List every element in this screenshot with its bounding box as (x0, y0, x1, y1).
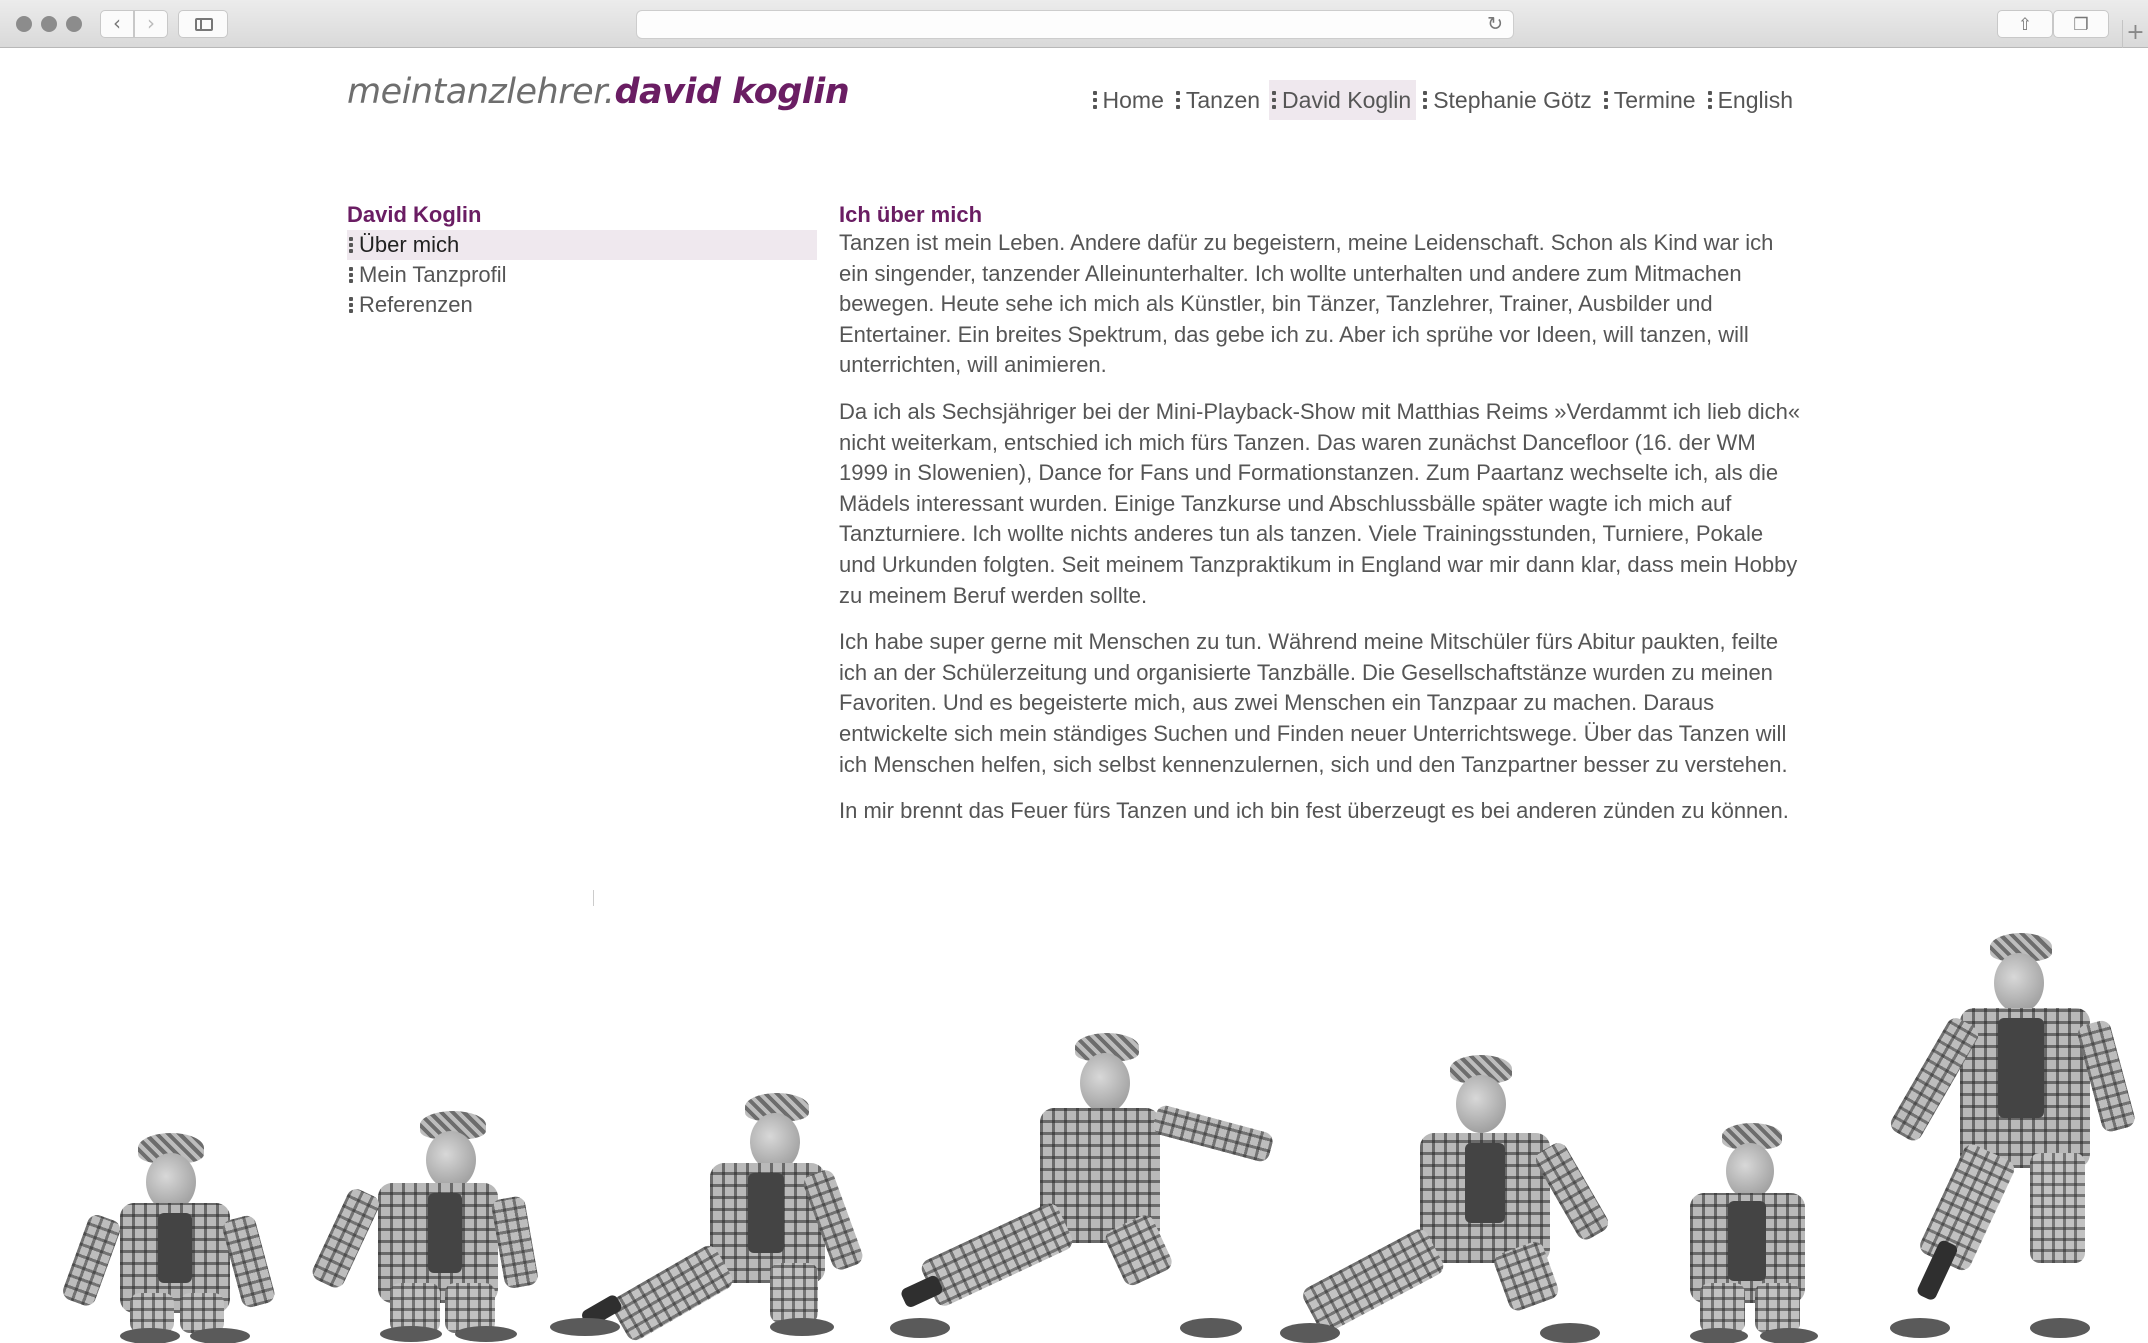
dots-icon (349, 237, 353, 253)
zoom-window-button[interactable] (66, 16, 82, 32)
nav-item-english[interactable] (1705, 80, 1798, 120)
content-paragraph: Tanzen ist mein Leben. Andere dafür zu begeistern, meine Leidenschaft. Schon als Kind war ich ein singender, tanzender Alleinunterhalter. Ich wollte unterhalten und andere zum Mitmachen bewegen. Heute sehe ich mich als Künstler, bin Tänzer, Tanzlehrer, Trainer, Ausbilder und Entertainer. Ein breites Spektrum, das gebe ich zu. Aber ich sprühe vor Ideen, will tanzen, will unterrichten, will animieren. (839, 230, 1774, 378)
dots-icon (1272, 91, 1276, 109)
dancer-figure (1660, 1013, 1830, 1343)
nav-item-termine[interactable] (1601, 80, 1701, 120)
dancer-figure (890, 963, 1250, 1343)
share-icon: ⇧ (2017, 15, 2033, 35)
subnav-heading: David Koglin (347, 202, 482, 227)
dots-icon (349, 297, 353, 313)
new-tab-button[interactable] (2122, 20, 2148, 48)
nav-item-label: Termine (1613, 86, 1696, 113)
subnav-item-label: Mein Tanzprofil (359, 262, 507, 287)
address-bar[interactable] (636, 10, 1514, 39)
nav-item-stephanie-goetz[interactable] (1420, 80, 1597, 120)
main-navigation (1090, 80, 1798, 120)
dancer-photo-strip (0, 900, 2148, 1343)
subnav-item-label: Referenzen (359, 292, 473, 317)
dots-icon (1604, 91, 1608, 109)
content-heading: Ich über mich (839, 202, 983, 227)
sidebar-toggle-button[interactable] (178, 10, 228, 38)
show-tabs-button[interactable] (2053, 10, 2109, 38)
dots-icon (349, 267, 353, 283)
logo-text-name: david koglin (614, 72, 850, 112)
plus-icon: + (2126, 20, 2145, 45)
subnav-item-label: Über mich (359, 232, 460, 257)
logo-text-primary: meintanzlehrer. (347, 72, 615, 112)
subnav-item-referenzen[interactable] (347, 290, 817, 320)
dots-icon (1093, 91, 1097, 109)
dancer-figure (80, 1003, 270, 1343)
forward-button[interactable] (134, 10, 168, 38)
dancer-figure (1880, 913, 2120, 1343)
nav-item-label: Tanzen (1185, 86, 1261, 113)
nav-item-home[interactable] (1090, 80, 1169, 120)
dancer-figure (330, 993, 530, 1343)
dots-icon (1708, 91, 1712, 109)
content-paragraph: Ich habe super gerne mit Menschen zu tun. Während meine Mitschüler fürs Abitur paukten, feilte ich an der Schülerzeitung und organisierte Tanzbälle. Die Gesellschaftstänze wurden zu meinen Favoriten. Und es begeisterte mich, aus zwei Menschen ein Tanzpaar zu machen. Daraus entwickelte sich mein ständiges Suchen und Finden neuer Unterrichtswege. Über das Tanzen will ich Menschen helfen, sich selbst kennenzulernen, sich und den Tanzpartner besser zu verstehen. (839, 629, 1788, 777)
nav-item-label: David Koglin (1282, 86, 1412, 113)
share-button[interactable] (1997, 10, 2053, 38)
minimize-window-button[interactable] (41, 16, 57, 32)
dancer-figure (1270, 983, 1600, 1343)
nav-item-label: English (1717, 86, 1793, 113)
nav-item-tanzen[interactable] (1173, 80, 1265, 120)
browser-toolbar (0, 0, 2148, 48)
dots-icon (1176, 91, 1180, 109)
subnav-item-ueber-mich[interactable] (347, 230, 817, 260)
sidebar-icon (195, 18, 213, 31)
tabs-icon: ❐ (2073, 15, 2089, 35)
content-paragraph: In mir brennt das Feuer fürs Tanzen und ich bin fest überzeugt es bei anderen zünden zu können. (839, 798, 1789, 824)
chevron-right-icon: › (147, 11, 155, 35)
nav-item-david-koglin[interactable] (1269, 80, 1416, 120)
sub-navigation (347, 230, 817, 320)
close-window-button[interactable] (16, 16, 32, 32)
back-button[interactable] (100, 10, 134, 38)
site-logo[interactable] (347, 72, 849, 112)
reload-icon[interactable]: ↻ (1487, 13, 1503, 35)
dots-icon (1423, 91, 1427, 109)
subnav-item-tanzprofil[interactable] (347, 260, 817, 290)
main-content (839, 202, 1804, 843)
chevron-left-icon: ‹ (113, 11, 121, 35)
dancer-figure (550, 983, 860, 1343)
nav-item-label: Stephanie Götz (1433, 86, 1592, 113)
nav-item-label: Home (1102, 86, 1164, 113)
content-paragraph: Da ich als Sechsjähriger bei der Mini-Playback-Show mit Matthias Reims »Verdammt ich lieb dich« nicht weiterkam, entschied ich mich fürs Tanzen. Das waren zunächst Dancefloor (16. der WM 1999 in Slowenien), Dance for Fans und Formationstanzen. Zum Paartanz wechselte ich, als die Mädels interessant wurden. Einige Tanzkurse und Abschlussbälle später wagte ich mich auf Tanzturniere. Ich wollte nichts anderes tun als tanzen. Viele Trainingsstunden, Turniere, Pokale und Urkunden folgten. Seit meinem Tanzpraktikum in England war mir dann klar, dass mein Hobby zu meinem Beruf werden sollte. (839, 398, 1801, 608)
